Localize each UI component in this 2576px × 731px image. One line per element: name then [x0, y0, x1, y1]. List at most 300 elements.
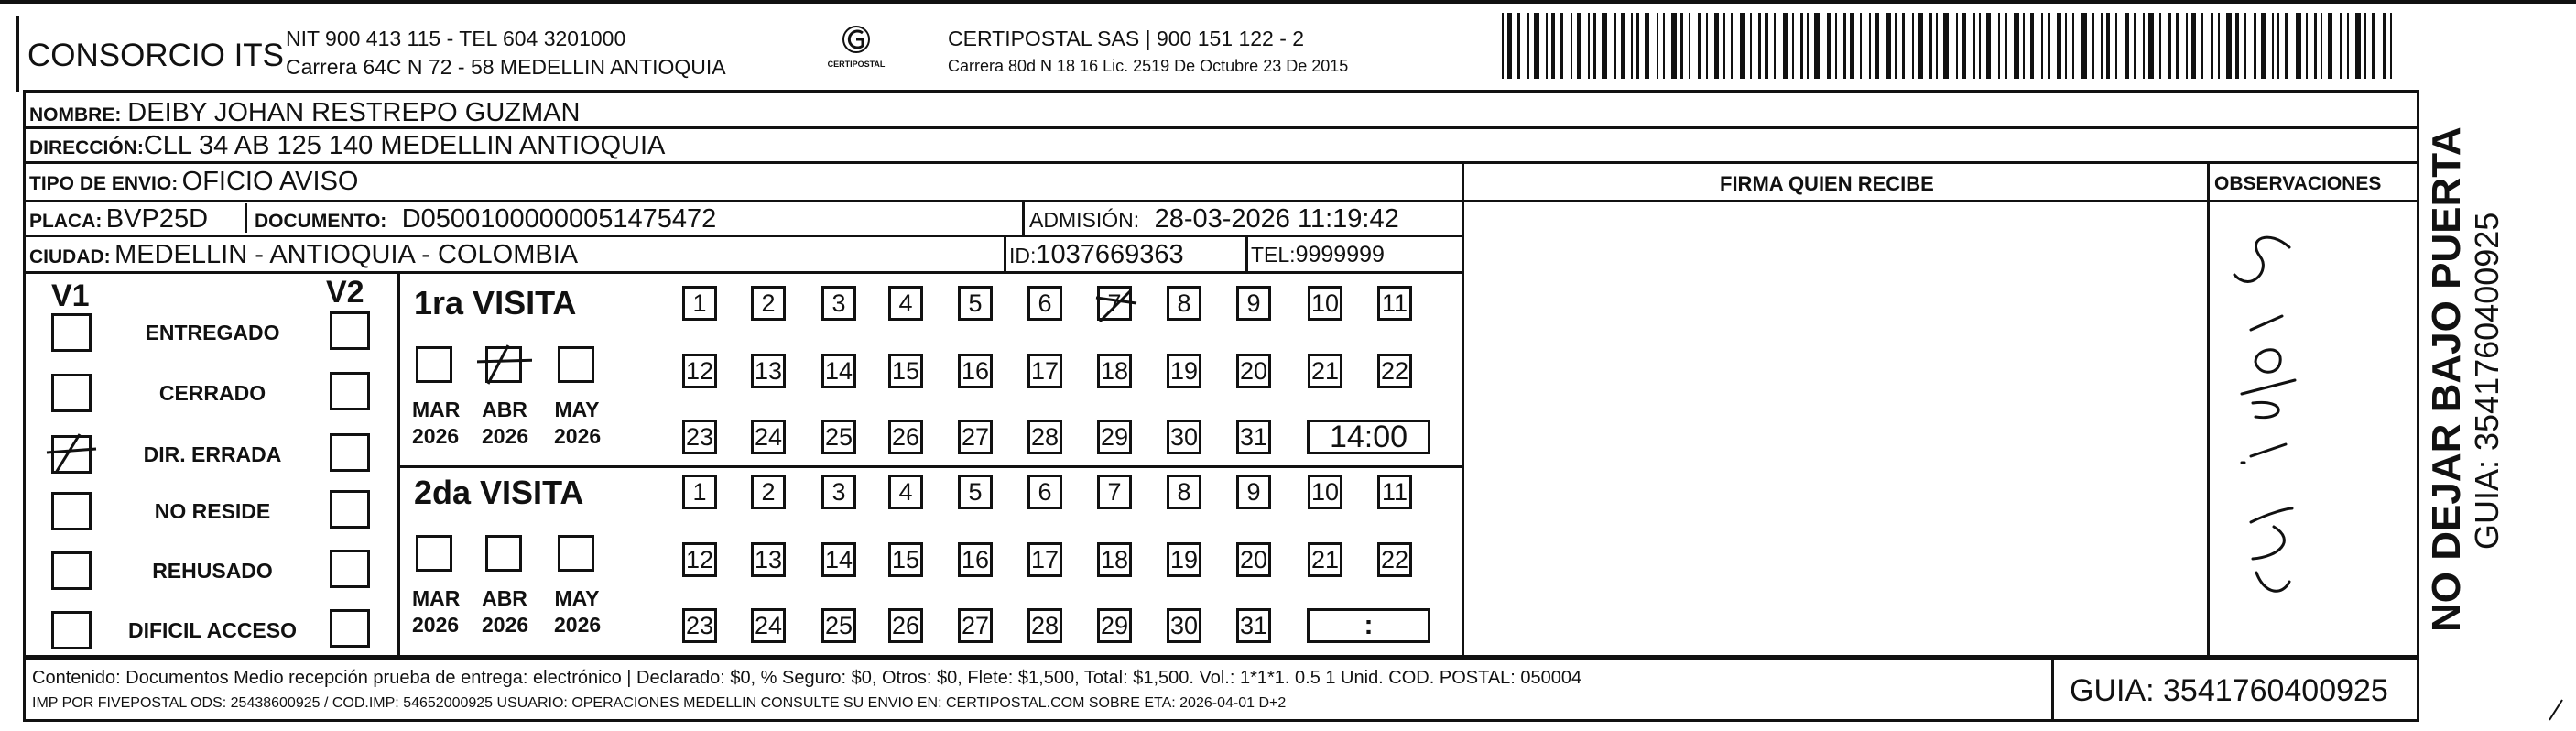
barcode-bar	[1571, 13, 1572, 79]
day-number: 9	[1246, 289, 1261, 317]
day-checkbox[interactable]	[751, 608, 786, 643]
barcode-bar	[1680, 13, 1683, 79]
day-number: 11	[1381, 478, 1408, 506]
day-checkbox[interactable]	[682, 542, 717, 577]
month-checkbox[interactable]	[485, 346, 522, 383]
v2-checkbox[interactable]	[330, 311, 370, 350]
row-divider	[23, 200, 2419, 202]
day-checkbox[interactable]	[682, 608, 717, 643]
day-checkbox[interactable]	[1027, 354, 1062, 388]
v2-checkbox[interactable]	[330, 490, 370, 529]
barcode-bar	[1869, 13, 1871, 79]
logo-text: CERTIPOSTAL	[827, 60, 886, 69]
day-checkbox[interactable]	[1097, 608, 1132, 643]
barcode-bar	[1956, 13, 1958, 79]
day-checkbox[interactable]	[958, 542, 993, 577]
barcode-bar	[2390, 13, 2392, 79]
barcode-bar	[1577, 13, 1581, 79]
barcode-bar	[2272, 13, 2274, 79]
barcode-bar	[1986, 13, 1991, 79]
day-checkbox[interactable]	[751, 420, 786, 454]
day-checkbox[interactable]	[958, 608, 993, 643]
day-checkbox[interactable]	[1236, 542, 1271, 577]
barcode-bar	[2321, 13, 2322, 79]
day-number: 29	[1100, 612, 1129, 639]
side-warning: NO DEJAR BAJO PUERTA	[2424, 126, 2469, 632]
day-checkbox[interactable]	[1167, 420, 1201, 454]
ciudad-value: MEDELLIN - ANTIOQUIA - COLOMBIA	[114, 240, 579, 269]
tel-label: TEL:	[1251, 243, 1296, 267]
day-checkbox[interactable]	[958, 420, 993, 454]
month-label: MAY	[554, 586, 600, 610]
barcode-bar	[1645, 13, 1649, 79]
placa-value: BVP25D	[105, 204, 209, 234]
direccion-value: CLL 34 AB 125 140 MEDELLIN ANTIOQUIA	[143, 131, 666, 160]
barcode-bar	[2226, 13, 2232, 79]
barcode-bar	[1843, 13, 1846, 79]
id-row	[1009, 242, 1184, 268]
barcode-bar	[1527, 13, 1529, 79]
day-checkbox[interactable]	[1167, 354, 1201, 388]
day-checkbox[interactable]	[1236, 475, 1271, 509]
v1-label: V1	[51, 278, 90, 313]
id-label: ID:	[1009, 244, 1037, 267]
month-checkbox[interactable]	[558, 346, 594, 383]
barcode-bar	[2364, 13, 2366, 79]
time-value: :	[1364, 610, 1374, 640]
barcode-bar	[1886, 13, 1891, 79]
day-number: 8	[1177, 289, 1191, 317]
day-checkbox[interactable]	[682, 420, 717, 454]
status-label: CERRADO	[158, 381, 266, 405]
day-number: 3	[831, 289, 846, 317]
footer-guia: GUIA: 3541760400925	[2070, 673, 2388, 708]
day-number: 13	[754, 357, 783, 385]
barcode-bar	[2306, 13, 2308, 79]
id-value: 1037669363	[1036, 240, 1184, 269]
year-label: 2026	[482, 613, 529, 637]
day-number: 10	[1310, 478, 1340, 506]
barcode-bar	[1593, 13, 1596, 79]
day-number: 31	[1239, 423, 1268, 451]
v2-checkbox[interactable]	[330, 609, 370, 648]
barcode-bar	[1517, 13, 1520, 79]
day-number: 18	[1100, 357, 1129, 385]
day-checkbox[interactable]	[1097, 420, 1132, 454]
day-checkbox[interactable]	[682, 475, 717, 509]
barcode-bar	[2277, 13, 2279, 79]
barcode-bar	[1546, 13, 1548, 79]
barcode-bar	[1740, 13, 1745, 79]
company-address: Carrera 64C N 72 - 58 MEDELLIN ANTIOQUIA	[286, 55, 726, 79]
barcode-bar	[1895, 13, 1897, 79]
day-checkbox[interactable]	[1167, 542, 1201, 577]
barcode-bar	[1973, 13, 1975, 79]
month-checkbox[interactable]	[416, 346, 452, 383]
barcode-bar	[2005, 13, 2007, 79]
barcode-bar	[2041, 13, 2043, 79]
barcode-bar	[1723, 13, 1725, 79]
tipo-label: TIPO DE ENVIO:	[29, 173, 179, 194]
barcode-bar	[1998, 13, 2000, 79]
barcode-bar	[1943, 13, 1949, 79]
day-number: 27	[961, 423, 990, 451]
v2-label: V2	[326, 275, 364, 310]
day-checkbox[interactable]	[682, 354, 717, 388]
v2-checkbox[interactable]	[330, 372, 370, 410]
corner-mark	[2548, 696, 2566, 724]
barcode-bar	[1783, 13, 1788, 79]
check-mark-icon	[477, 342, 532, 387]
time-field[interactable]	[1307, 420, 1430, 454]
barcode-bar	[1621, 13, 1625, 79]
v2-checkbox[interactable]	[330, 433, 370, 472]
observaciones-header: OBSERVACIONES	[2214, 173, 2382, 194]
day-number: 22	[1380, 357, 1409, 385]
day-checkbox[interactable]	[888, 420, 923, 454]
handwritten-observation	[2214, 211, 2315, 614]
day-checkbox[interactable]	[1097, 286, 1132, 321]
day-number: 4	[898, 478, 913, 506]
barcode-bar	[1602, 13, 1607, 79]
barcode-bar	[2191, 13, 2196, 79]
day-number: 21	[1310, 546, 1340, 573]
barcode-bar	[2057, 13, 2061, 79]
day-number: 20	[1239, 357, 1268, 385]
day-number: 7	[1107, 289, 1122, 317]
barcode	[1502, 0, 2404, 82]
tel-divider	[1245, 235, 1248, 271]
logo-icon	[838, 24, 875, 55]
barcode-bar	[2072, 13, 2074, 79]
day-checkbox[interactable]	[1167, 608, 1201, 643]
day-number: 28	[1030, 612, 1060, 639]
placa-row	[29, 206, 208, 233]
day-checkbox[interactable]	[751, 354, 786, 388]
side-guia: GUIA: 3541760400925	[2468, 212, 2505, 550]
day-checkbox[interactable]	[1027, 286, 1062, 321]
nombre-value: DEIBY JOHAN RESTREPO GUZMAN	[127, 98, 581, 127]
day-checkbox[interactable]	[1308, 354, 1342, 388]
carrier-address: Carrera 80d N 18 16 Lic. 2519 De Octubre 23 De 2015	[948, 57, 1349, 75]
tipo-row	[29, 169, 358, 195]
day-checkbox[interactable]	[888, 354, 923, 388]
firma-left-border	[1462, 161, 1464, 658]
barcode-bar	[2218, 13, 2220, 79]
day-number: 4	[898, 289, 913, 317]
barcode-bar	[2176, 13, 2179, 79]
day-number: 14	[824, 546, 853, 573]
month-checkbox[interactable]	[485, 535, 522, 572]
tel-value: 9999999	[1295, 242, 1385, 267]
day-number: 5	[968, 289, 983, 317]
day-number: 5	[968, 478, 983, 506]
day-checkbox[interactable]	[1097, 542, 1132, 577]
year-label: 2026	[412, 613, 460, 637]
barcode-bar	[2296, 13, 2301, 79]
v1-checkbox[interactable]	[51, 435, 92, 474]
form-frame	[23, 90, 2419, 658]
placa-divider	[245, 203, 247, 233]
day-checkbox[interactable]	[751, 475, 786, 509]
status-label: DIFICIL ACCESO	[127, 618, 297, 642]
barcode-bar	[2211, 13, 2213, 79]
month-label: MAR	[412, 398, 461, 421]
day-number: 8	[1177, 478, 1191, 506]
carrier-line: CERTIPOSTAL SAS | 900 151 122 - 2	[948, 27, 1305, 50]
barcode-bar	[2143, 13, 2145, 79]
barcode-bar	[2328, 13, 2332, 79]
day-number: 18	[1100, 546, 1129, 573]
day-number: 16	[961, 357, 990, 385]
day-checkbox[interactable]	[1308, 286, 1342, 321]
day-number: 6	[1038, 289, 1052, 317]
day-number: 9	[1246, 478, 1261, 506]
barcode-bar	[2201, 13, 2203, 79]
barcode-bar	[2030, 13, 2034, 79]
direccion-label: DIRECCIÓN:	[29, 137, 144, 158]
day-number: 21	[1310, 357, 1340, 385]
barcode-bar	[2159, 13, 2161, 79]
status-label: REHUSADO	[152, 559, 273, 583]
barcode-bar	[1835, 13, 1837, 79]
barcode-bar	[1636, 13, 1639, 79]
barcode-bar	[2235, 13, 2239, 79]
barcode-bar	[1807, 13, 1809, 79]
status-label: DIR. ERRADA	[143, 442, 282, 466]
day-number: 17	[1030, 546, 1060, 573]
day-checkbox[interactable]	[1027, 475, 1062, 509]
day-number: 15	[891, 357, 920, 385]
day-number: 26	[891, 612, 920, 639]
barcode-bar	[1714, 13, 1719, 79]
barcode-bar	[1631, 13, 1633, 79]
day-checkbox[interactable]	[1027, 608, 1062, 643]
v1-checkbox[interactable]	[51, 492, 92, 530]
day-checkbox[interactable]	[821, 542, 856, 577]
certipostal-logo	[810, 24, 902, 77]
day-checkbox[interactable]	[821, 475, 856, 509]
day-number: 25	[824, 423, 853, 451]
barcode-bar	[2065, 13, 2067, 79]
firma-header: FIRMA QUIEN RECIBE	[1720, 172, 1934, 195]
nit-line: NIT 900 413 115 - TEL 604 3201000	[286, 27, 626, 50]
barcode-bar	[2148, 13, 2154, 79]
day-checkbox[interactable]	[1308, 542, 1342, 577]
day-checkbox[interactable]	[1377, 542, 1412, 577]
check-mark-icon	[45, 431, 100, 476]
day-number: 1	[692, 289, 707, 317]
barcode-bar	[1731, 13, 1733, 79]
barcode-bar	[2244, 13, 2246, 79]
day-number: 30	[1169, 423, 1199, 451]
day-checkbox[interactable]	[888, 542, 923, 577]
status-divider	[397, 271, 400, 658]
footer-contenido: Contenido: Documentos Medio recepción prueba de entrega: electrónico | Declarado: $0, % Seguro: $0, Otros: $0, Flete: $1,500, Total: $1,500. Vol.: 1*1*1. 0.5 1 Unid. COD. POSTAL: 050004	[32, 668, 1582, 688]
day-number: 24	[754, 612, 783, 639]
day-checkbox[interactable]	[1167, 286, 1201, 321]
barcode-bar	[2106, 13, 2110, 79]
day-checkbox[interactable]	[821, 420, 856, 454]
year-label: 2026	[554, 424, 602, 448]
tel-row	[1251, 244, 1385, 267]
barcode-bar	[2355, 13, 2361, 79]
day-checkbox[interactable]	[751, 542, 786, 577]
documento-row	[255, 206, 716, 233]
barcode-bar	[1902, 13, 1905, 79]
id-divider	[1004, 235, 1006, 271]
obs-left-border	[2207, 161, 2210, 658]
month-checkbox[interactable]	[416, 535, 452, 572]
barcode-bar	[2186, 13, 2188, 79]
v2-checkbox[interactable]	[330, 550, 370, 588]
day-checkbox[interactable]	[1377, 354, 1412, 388]
day-number: 1	[692, 478, 707, 506]
visit1-title: 1ra VISITA	[414, 284, 577, 322]
year-label: 2026	[412, 424, 460, 448]
barcode-bar	[1507, 13, 1512, 79]
nombre-label	[29, 100, 580, 126]
day-number: 7	[1107, 478, 1122, 506]
month-checkbox[interactable]	[558, 535, 594, 572]
day-checkbox[interactable]	[958, 475, 993, 509]
day-checkbox[interactable]	[888, 475, 923, 509]
day-number: 17	[1030, 357, 1060, 385]
day-number: 12	[685, 357, 714, 385]
barcode-bar	[1689, 13, 1690, 79]
v1-checkbox[interactable]	[51, 374, 92, 412]
placa-label: PLACA:	[29, 211, 103, 232]
day-checkbox[interactable]	[1377, 286, 1412, 321]
barcode-bar	[1792, 13, 1794, 79]
row-divider	[23, 161, 2419, 164]
admision-label: ADMISIÓN:	[1029, 208, 1140, 232]
direccion-row	[29, 133, 665, 159]
year-label: 2026	[482, 424, 529, 448]
day-checkbox[interactable]	[1027, 542, 1062, 577]
tipo-value: OFICIO AVISO	[181, 167, 359, 196]
time-field[interactable]	[1307, 608, 1430, 643]
day-checkbox[interactable]	[1308, 475, 1342, 509]
day-number: 14	[824, 357, 853, 385]
day-checkbox[interactable]	[1097, 354, 1132, 388]
day-checkbox[interactable]	[888, 286, 923, 321]
barcode-bar	[1814, 13, 1820, 79]
day-number: 6	[1038, 478, 1052, 506]
day-number: 3	[831, 478, 846, 506]
admision-row	[1029, 206, 1399, 233]
visit-divider	[397, 465, 1462, 468]
nombre-label-text: NOMBRE:	[29, 104, 122, 125]
v1-checkbox[interactable]	[51, 551, 92, 590]
day-checkbox[interactable]	[751, 286, 786, 321]
barcode-bar	[2092, 13, 2094, 79]
day-checkbox[interactable]	[1236, 354, 1271, 388]
barcode-bar	[2115, 13, 2117, 79]
barcode-bar	[1698, 13, 1701, 79]
barcode-bar	[1663, 13, 1665, 79]
day-number: 23	[685, 423, 714, 451]
day-number: 22	[1380, 546, 1409, 573]
day-checkbox[interactable]	[1236, 420, 1271, 454]
day-number: 23	[685, 612, 714, 639]
month-label: ABR	[482, 586, 527, 610]
documento-label: DOCUMENTO:	[255, 211, 387, 232]
v1-checkbox[interactable]	[51, 611, 92, 649]
day-checkbox[interactable]	[1027, 420, 1062, 454]
day-number: 29	[1100, 423, 1129, 451]
day-number: 15	[891, 546, 920, 573]
day-checkbox[interactable]	[1236, 608, 1271, 643]
barcode-bar	[1750, 13, 1752, 79]
status-label: NO RESIDE	[154, 499, 271, 523]
day-checkbox[interactable]	[1097, 475, 1132, 509]
month-label: MAR	[412, 586, 461, 610]
barcode-bar	[1560, 13, 1563, 79]
barcode-bar	[1774, 13, 1776, 79]
ciudad-row	[29, 242, 578, 268]
day-checkbox[interactable]	[821, 354, 856, 388]
barcode-bar	[2023, 13, 2025, 79]
barcode-bar	[2101, 13, 2103, 79]
day-checkbox[interactable]	[682, 286, 717, 321]
day-number: 16	[961, 546, 990, 573]
barcode-bar	[1758, 13, 1761, 79]
barcode-bar	[1800, 13, 1803, 79]
barcode-bar	[2134, 13, 2136, 79]
row-divider	[23, 271, 1463, 274]
barcode-bar	[1875, 13, 1879, 79]
day-checkbox[interactable]	[1377, 475, 1412, 509]
barcode-bar	[2372, 13, 2375, 79]
day-number: 10	[1310, 289, 1340, 317]
day-checkbox[interactable]	[958, 286, 993, 321]
barcode-bar	[1936, 13, 1938, 79]
barcode-bar	[2340, 13, 2342, 79]
barcode-bar	[2014, 13, 2019, 79]
barcode-bar	[1912, 13, 1914, 79]
day-checkbox[interactable]	[1167, 475, 1201, 509]
barcode-bar	[2285, 13, 2288, 79]
day-checkbox[interactable]	[888, 608, 923, 643]
admision-value: 28-03-2026 11:19:42	[1154, 204, 1399, 234]
barcode-bar	[2261, 13, 2266, 79]
visit2-title: 2da VISITA	[414, 474, 584, 511]
day-number: 26	[891, 423, 920, 451]
admision-divider	[1022, 200, 1025, 235]
barcode-bar	[2125, 13, 2129, 79]
footer-imp: IMP POR FIVEPOSTAL ODS: 25438600925 / COD.IMP: 54652000925 USUARIO: OPERACIONES MEDELLIN CONSULTE SU ENVIO EN: CERTIPOSTAL.COM SOBRE ETA: 2026-04-01 D+2	[32, 695, 1287, 711]
barcode-bar	[1850, 13, 1854, 79]
barcode-bar	[1962, 13, 1966, 79]
status-label: ENTREGADO	[145, 321, 280, 344]
ciudad-label: CIUDAD:	[29, 246, 111, 267]
barcode-bar	[1671, 13, 1677, 79]
day-checkbox[interactable]	[1236, 286, 1271, 321]
day-checkbox[interactable]	[958, 354, 993, 388]
day-number: 20	[1239, 546, 1268, 573]
day-number: 19	[1169, 357, 1199, 385]
day-checkbox[interactable]	[821, 608, 856, 643]
barcode-bar	[1918, 13, 1923, 79]
day-number: 27	[961, 612, 990, 639]
barcode-bar	[1827, 13, 1831, 79]
v1-checkbox[interactable]	[51, 313, 92, 352]
barcode-bar	[1502, 13, 1504, 79]
day-checkbox[interactable]	[821, 286, 856, 321]
day-number: 12	[685, 546, 714, 573]
barcode-bar	[2048, 13, 2050, 79]
